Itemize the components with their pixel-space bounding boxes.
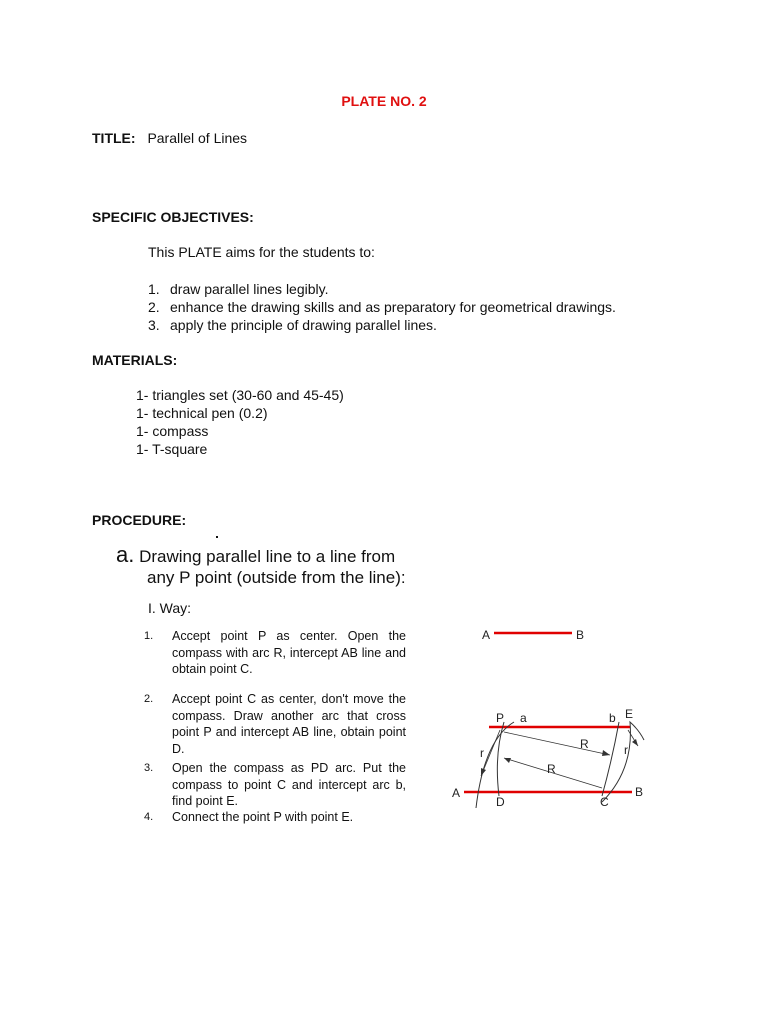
procedure-step-3: 3. Open the compass as PD arc. Put the compass to point C and intercept arc b, find point E. (144, 761, 406, 808)
objectives-heading: SPECIFIC OBJECTIVES: (92, 209, 254, 225)
section-letter: a. (116, 542, 135, 567)
arrowhead-upper (602, 750, 610, 756)
label-r-upper: R (580, 737, 589, 751)
title-row (92, 130, 247, 146)
label-a-small: a (520, 711, 527, 725)
figure-parallel-construction (444, 700, 664, 820)
label-b: B (635, 785, 644, 799)
objective-item: 2. enhance the drawing skills and as preparatory for geometrical drawings. (148, 299, 616, 315)
section-a-title (116, 544, 406, 588)
procedure-heading: PROCEDURE: (92, 512, 187, 528)
procedure-step-4: 4. Connect the point P with point E. (144, 810, 354, 824)
arc-b (602, 722, 619, 796)
label-c: C (600, 795, 609, 809)
objective-item: 3. apply the principle of drawing parallel lines. (148, 317, 437, 333)
label-a: A (452, 786, 461, 800)
procedure-step-2: 2. Accept point C as center, don't move the compass. Draw another arc that cross point P and intercept AB line, obtain point D. (144, 692, 406, 756)
material-item: 1- T-square (136, 441, 208, 457)
plate-number: PLATE NO. 2 (341, 93, 427, 109)
objective-item: 1. draw parallel lines legibly. (148, 281, 329, 297)
arc-left-large (476, 722, 514, 808)
materials-list (136, 386, 344, 458)
radius-line-upper (504, 732, 610, 755)
arrowhead-lower (504, 758, 511, 763)
material-item: 1- compass (136, 423, 209, 439)
arrowhead-left (481, 768, 486, 776)
label-e: E (625, 707, 634, 721)
fig-top-label-b: B (576, 628, 585, 642)
procedure-step-1: 1. Accept point P as center. Open the compass with arc R, intercept AB line and obtain point C. (144, 629, 406, 676)
fig-top-label-a: A (482, 628, 491, 642)
stray-mark (216, 536, 218, 538)
objectives-list (148, 280, 616, 334)
label-r-left: r (480, 746, 484, 760)
figure-line-ab (470, 620, 600, 648)
material-item: 1- technical pen (0.2) (136, 405, 268, 421)
title-value: Parallel of Lines (147, 130, 248, 146)
label-p: P (496, 711, 505, 725)
label-b-small: b (609, 711, 616, 725)
section-title-line1: Drawing parallel line to a line from (139, 547, 396, 566)
arrowhead-right (632, 739, 638, 746)
objectives-intro: This PLATE aims for the students to: (148, 244, 375, 260)
material-item: 1- triangles set (30-60 and 45-45) (136, 387, 344, 403)
section-title-line2: any P point (outside from the line): (147, 568, 406, 587)
label-r-lower: R (547, 762, 556, 776)
label-d: D (496, 795, 505, 809)
way-label: I. Way: (148, 600, 192, 616)
label-r-right: r (624, 743, 628, 757)
materials-heading: MATERIALS: (92, 352, 178, 368)
title-label: TITLE: (92, 130, 136, 146)
